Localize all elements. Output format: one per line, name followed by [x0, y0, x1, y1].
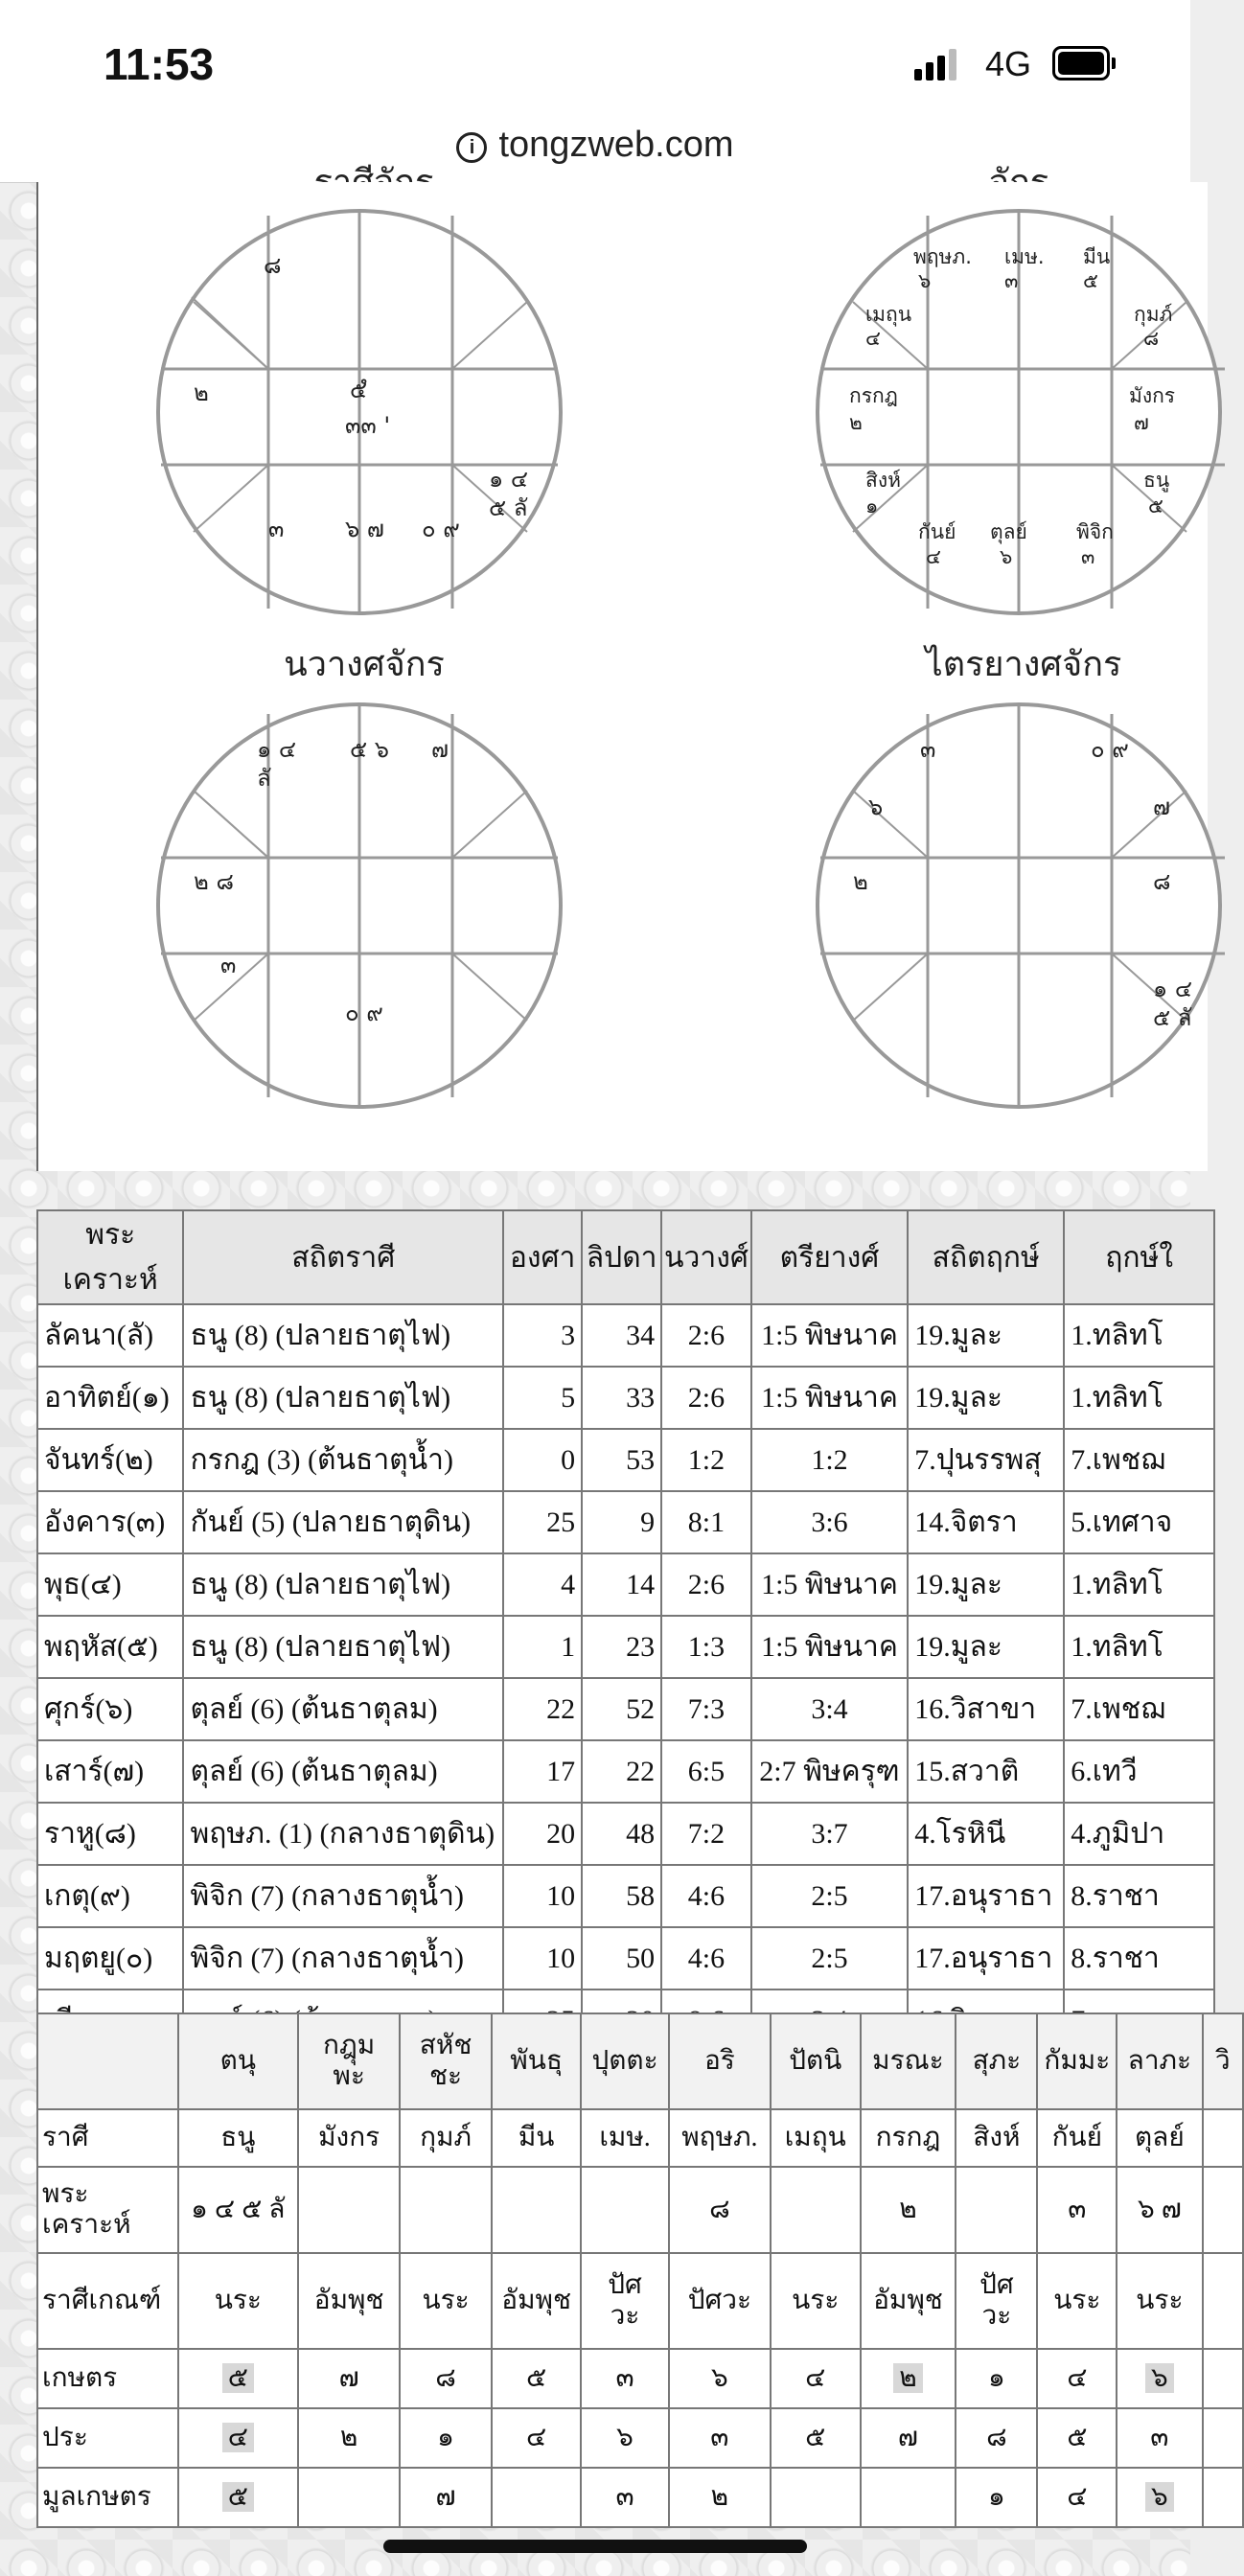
table-cell: พฤษภ. (1) (กลางธาตุดิน) — [183, 1803, 503, 1865]
table-cell — [771, 2167, 861, 2253]
table-cell: ตุลย์ — [1117, 2109, 1202, 2167]
table-cell: 2:6 — [661, 1304, 751, 1367]
table-cell: 48 — [582, 1803, 661, 1865]
table-cell — [1203, 2349, 1244, 2408]
zodiac-virgo: กันย์ — [918, 520, 956, 543]
col-planet: พระเคราะห์ — [37, 1210, 183, 1304]
house-header-cell: อริ — [669, 2013, 771, 2109]
table-cell — [492, 2167, 582, 2253]
highlighted-value: ๖ — [1145, 2363, 1174, 2393]
highlighted-value: ๕ — [222, 2482, 254, 2512]
zodiac-chart — [813, 182, 1190, 568]
zodiac-sagittarius-num: ๕ — [1148, 494, 1163, 518]
house-table — [36, 2012, 1244, 2528]
zodiac-taurus-num: ๖ — [918, 269, 932, 292]
zodiac-leo: สิงห์ — [865, 469, 901, 492]
table-cell — [861, 2349, 956, 2408]
table-cell: 22 — [582, 1740, 661, 1803]
table-cell: ๑ — [400, 2408, 492, 2468]
zodiac-libra-num: ๖ — [1000, 545, 1013, 568]
table-cell — [298, 2468, 400, 2527]
table-cell: 19.มูละ — [908, 1616, 1064, 1678]
table-cell: กันย์ — [1037, 2109, 1117, 2167]
zodiac-taurus: พฤษภ. — [913, 245, 972, 268]
table-cell: 7:2 — [661, 1803, 751, 1865]
table-row — [37, 1553, 1214, 1616]
table-row — [37, 2109, 1243, 2167]
table-cell: กรกฎ — [861, 2109, 956, 2167]
zodiac-aries-num: ๓ — [1004, 269, 1019, 292]
table-row — [37, 2349, 1243, 2408]
table-cell: 1:2 — [661, 1429, 751, 1491]
table-cell — [1203, 2468, 1244, 2527]
table-cell: 1.ทลิทโ — [1064, 1367, 1214, 1429]
table-cell: 22 — [503, 1678, 582, 1740]
table-cell: พฤหัส(๕) — [37, 1616, 183, 1678]
table-cell: เกตุ(๙) — [37, 1865, 183, 1927]
house-table-header — [37, 2013, 1243, 2109]
table-cell: ธนู — [178, 2109, 298, 2167]
table-cell: 19.มูละ — [908, 1367, 1064, 1429]
table-cell: 53 — [582, 1429, 661, 1491]
table-cell: 4.โรหินี — [908, 1803, 1064, 1865]
house-header-cell: ปุตตะ — [581, 2013, 668, 2109]
table-cell: มฤตยู(๐) — [37, 1927, 183, 1990]
table-cell: 17.อนุราธา — [908, 1927, 1064, 1990]
table-cell: ๔ — [492, 2408, 582, 2468]
table-cell: 20 — [503, 1803, 582, 1865]
table-cell: 1 — [503, 1616, 582, 1678]
table-cell — [492, 2468, 582, 2527]
zodiac-cancer: กรกฎ — [849, 384, 898, 407]
table-cell: มีน — [492, 2109, 582, 2167]
table-cell: นระ — [771, 2253, 861, 2349]
house-row-label: ราศี — [37, 2109, 178, 2167]
table-cell: 0 — [503, 1429, 582, 1491]
table-cell: 1.ทลิทโ — [1064, 1553, 1214, 1616]
table-cell: เสาร์(๗) — [37, 1740, 183, 1803]
table-cell: ๔ — [771, 2349, 861, 2408]
navamsa-title: นวางศจักร — [284, 645, 445, 684]
house-row-label: พระ เคราะห์ — [37, 2167, 178, 2253]
col-trayamsa: ตรียางศ์ — [751, 1210, 908, 1304]
table-cell: 1.ทลิทโ — [1064, 1616, 1214, 1678]
table-cell: สิงห์ — [956, 2109, 1037, 2167]
table-cell — [1117, 2349, 1202, 2408]
zodiac-virgo-num: ๔ — [926, 545, 941, 568]
table-cell: ๖ ๗ — [1117, 2167, 1202, 2253]
table-cell: ปัศ วะ — [581, 2253, 668, 2349]
table-cell: 4 — [503, 1553, 582, 1616]
col-minute: ลิปดา — [582, 1210, 661, 1304]
table-cell: มังกร — [298, 2109, 400, 2167]
trayamsa-house-h: ๕ ลั — [1153, 1004, 1192, 1031]
table-cell — [1203, 2408, 1244, 2468]
table-cell: 8:1 — [661, 1491, 751, 1553]
table-cell: 14 — [582, 1553, 661, 1616]
table-cell — [178, 2349, 298, 2408]
table-cell — [581, 2167, 668, 2253]
highlighted-value: ๒ — [893, 2363, 922, 2393]
zodiac-aquarius: กุมภ์ — [1134, 303, 1173, 326]
table-cell: 2:7 พิษครุฑ — [751, 1740, 908, 1803]
table-cell: ๕ — [492, 2349, 582, 2408]
table-cell: 5 — [503, 1367, 582, 1429]
table-cell: ๘ — [669, 2167, 771, 2253]
zodiac-pisces: มีน — [1083, 245, 1111, 268]
navamsa-house-a2: ลั — [257, 765, 271, 792]
table-cell: เมษ. — [581, 2109, 668, 2167]
table-cell — [1203, 2253, 1244, 2349]
table-cell: ๓ — [669, 2408, 771, 2468]
col-degree: องศา — [503, 1210, 582, 1304]
table-cell: อัมพุช — [492, 2253, 582, 2349]
table-row — [37, 1927, 1214, 1990]
table-cell: นระ — [1037, 2253, 1117, 2349]
navamsa-house-d: ๒ ๘ — [194, 868, 234, 895]
rasi-house-6b: ๕ ลั — [489, 494, 528, 521]
table-cell: พุธ(๔) — [37, 1553, 183, 1616]
table-cell — [1203, 2167, 1244, 2253]
highlighted-value: ๖ — [1145, 2482, 1174, 2512]
table-row — [37, 1865, 1214, 1927]
rasi-chart-main — [153, 182, 575, 565]
table-cell: ๒ — [298, 2408, 400, 2468]
table-row — [37, 2253, 1243, 2349]
table-cell: 6:5 — [661, 1740, 751, 1803]
table-cell: ตุลย์ (6) (ต้นธาตุลม) — [183, 1740, 503, 1803]
table-cell: กุมภ์ — [400, 2109, 492, 2167]
table-cell: 15.สวาติ — [908, 1740, 1064, 1803]
table-cell: อัมพุช — [861, 2253, 956, 2349]
table-cell: 7:3 — [661, 1678, 751, 1740]
house-row-label: ประ — [37, 2408, 178, 2468]
house-header-cell: สุภะ — [956, 2013, 1037, 2109]
table-cell: 3 — [503, 1304, 582, 1367]
table-cell: 1:5 พิษนาค — [751, 1367, 908, 1429]
table-cell: 34 — [582, 1304, 661, 1367]
table-cell: ๕ — [1037, 2408, 1117, 2468]
table-cell: 9 — [582, 1491, 661, 1553]
house-header-cell: กฎุม พะ — [298, 2013, 400, 2109]
house-header-cell: ตนุ — [178, 2013, 298, 2109]
zodiac-aquarius-num: ๘ — [1143, 327, 1160, 350]
table-cell — [178, 2408, 298, 2468]
table-cell: ราหู(๘) — [37, 1803, 183, 1865]
table-cell: 23 — [582, 1616, 661, 1678]
table-cell: 10 — [503, 1865, 582, 1927]
table-row — [37, 1304, 1214, 1367]
trayamsa-house-e: ๒ — [853, 868, 868, 895]
house-header-cell: สหัช ชะ — [400, 2013, 492, 2109]
table-cell: นระ — [1117, 2253, 1202, 2349]
table-cell: 17.อนุราธา — [908, 1865, 1064, 1927]
table-cell: ตุลย์ (6) (ต้นธาตุลม) — [183, 1678, 503, 1740]
table-row — [37, 1740, 1214, 1803]
zodiac-capricorn: มังกร — [1129, 384, 1176, 407]
table-cell: 3:6 — [751, 1491, 908, 1553]
col-rasi: สถิตราศี — [183, 1210, 503, 1304]
table-cell: 1:3 — [661, 1616, 751, 1678]
table-cell: กรกฎ (3) (ต้นธาตุน้ำ) — [183, 1429, 503, 1491]
table-cell: 1:5 พิษนาค — [751, 1304, 908, 1367]
col-navamsa: นวางศ์ — [661, 1210, 751, 1304]
trayamsa-house-f: ๘ — [1153, 868, 1171, 895]
table-cell: 2:5 — [751, 1865, 908, 1927]
trayamsa-house-g: ๑ ๔ — [1153, 976, 1193, 1002]
info-icon[interactable]: i — [456, 132, 487, 163]
table-cell: ๒ — [861, 2167, 956, 2253]
trayamsa-house-b: ๐ ๙ — [1091, 736, 1129, 763]
table-cell: ธนู (8) (ปลายธาตุไฟ) — [183, 1553, 503, 1616]
table-cell: กันย์ (5) (ปลายธาตุดิน) — [183, 1491, 503, 1553]
house-header-cell — [37, 2013, 178, 2109]
rasi-house-1: ๘ — [264, 252, 282, 279]
network-type: 4G — [985, 44, 1032, 83]
table-cell: พิจิก (7) (กลางธาตุน้ำ) — [183, 1865, 503, 1927]
navamsa-house-f: ๐ ๙ — [345, 1000, 383, 1026]
table-row — [37, 1803, 1214, 1865]
table-row — [37, 1678, 1214, 1740]
table-cell — [1117, 2468, 1202, 2527]
table-cell: ศุกร์(๖) — [37, 1678, 183, 1740]
table-cell: ๘ — [956, 2408, 1037, 2468]
navamsa-house-b: ๕ ๖ — [350, 736, 390, 763]
rasi-center-2: ๓๓ ' — [345, 412, 391, 439]
table-cell: ๑ ๔ ๕ ลั — [178, 2167, 298, 2253]
status-time: 11:53 — [104, 39, 215, 89]
table-cell: ธนู (8) (ปลายธาตุไฟ) — [183, 1616, 503, 1678]
table-cell: 4:6 — [661, 1865, 751, 1927]
zodiac-aries: เมษ. — [1004, 245, 1045, 268]
table-cell: อัมพุช — [298, 2253, 400, 2349]
table-cell: ปัศ วะ — [956, 2253, 1037, 2349]
table-cell: ๖ — [669, 2349, 771, 2408]
trayamsa-chart — [813, 632, 1193, 1121]
table-cell: 1:2 — [751, 1429, 908, 1491]
navamsa-house-e: ๓ — [220, 952, 237, 978]
table-row — [37, 1491, 1214, 1553]
rasi-center-1: ๕ํ — [350, 377, 368, 403]
table-cell: นระ — [178, 2253, 298, 2349]
house-header-cell: พันธุ — [492, 2013, 582, 2109]
planet-table-header — [37, 1210, 1214, 1304]
table-cell: ๓ — [1117, 2408, 1202, 2468]
table-cell: นระ — [400, 2253, 492, 2349]
battery-icon — [1052, 46, 1110, 80]
table-cell: 33 — [582, 1367, 661, 1429]
table-cell — [771, 2468, 861, 2527]
table-row — [37, 2468, 1243, 2527]
table-cell: ๓ — [581, 2468, 668, 2527]
table-row — [37, 1367, 1214, 1429]
house-header-cell: วิ — [1203, 2013, 1244, 2109]
table-cell: ๖ — [581, 2408, 668, 2468]
table-cell — [1203, 2109, 1244, 2167]
table-cell: อังคาร(๓) — [37, 1491, 183, 1553]
table-cell: พฤษภ. — [669, 2109, 771, 2167]
table-cell: ๗ — [400, 2468, 492, 2527]
highlighted-value: ๕ — [222, 2363, 254, 2393]
table-cell: 52 — [582, 1678, 661, 1740]
table-cell: 2:6 — [661, 1367, 751, 1429]
table-cell: ๗ — [861, 2408, 956, 2468]
table-cell: ปัศวะ — [669, 2253, 771, 2349]
table-row — [37, 1429, 1214, 1491]
zodiac-sagittarius: ธนู — [1143, 469, 1170, 492]
table-cell: 10 — [503, 1927, 582, 1990]
table-cell: 14.จิตรา — [908, 1491, 1064, 1553]
table-cell: 8.ราชา — [1064, 1865, 1214, 1927]
table-cell: 16.วิสาขา — [908, 1678, 1064, 1740]
zodiac-pisces-value: ๕ — [1083, 269, 1098, 292]
zodiac-gemini-num: ๔ — [865, 327, 881, 350]
table-cell: 6.เทวี — [1064, 1740, 1214, 1803]
rasi-house-6a: ๑ ๔ — [489, 466, 529, 493]
navamsa-house-c: ๗ — [431, 736, 449, 763]
table-cell: 4:6 — [661, 1927, 751, 1990]
status-bar — [0, 0, 1190, 129]
zodiac-cancer-num: ๒ — [849, 411, 863, 434]
table-cell: 3:7 — [751, 1803, 908, 1865]
house-row-label: เกษตร — [37, 2349, 178, 2408]
table-cell — [178, 2468, 298, 2527]
table-cell: อาทิตย์(๑) — [37, 1367, 183, 1429]
zodiac-scorpio-num: ๓ — [1081, 545, 1095, 568]
trayamsa-house-a: ๓ — [920, 736, 936, 763]
trayamsa-house-c: ๖ — [868, 794, 884, 820]
col-nakshatra-group: ฤกษ์ใ — [1064, 1210, 1214, 1304]
zodiac-leo-num: ๑ — [865, 494, 879, 518]
table-cell: ๑ — [956, 2349, 1037, 2408]
rasi-house-4: ๖ ๗ — [345, 516, 384, 542]
table-cell: 17 — [503, 1740, 582, 1803]
zodiac-gemini: เมถุน — [865, 303, 912, 326]
table-cell: 2:5 — [751, 1927, 908, 1990]
url-text[interactable]: tongzweb.com — [498, 125, 734, 165]
table-cell: 3:4 — [751, 1678, 908, 1740]
table-row — [37, 2167, 1243, 2253]
trayamsa-title: ไตรยางศจักร — [925, 645, 1122, 684]
table-cell: ๔ — [1037, 2349, 1117, 2408]
table-cell: 5.เทศาจ — [1064, 1491, 1214, 1553]
house-header-cell: ลาภะ — [1117, 2013, 1202, 2109]
navamsa-chart — [153, 632, 575, 1121]
table-row — [37, 1616, 1214, 1678]
table-cell: 4.ภูมิปา — [1064, 1803, 1214, 1865]
table-cell: 19.มูละ — [908, 1553, 1064, 1616]
table-cell: 1.ทลิทโ — [1064, 1304, 1214, 1367]
table-cell: 1:5 พิษนาค — [751, 1616, 908, 1678]
house-row-label: มูลเกษตร — [37, 2468, 178, 2527]
table-cell: ๘ — [400, 2349, 492, 2408]
table-cell: 7.ปุนรรพสุ — [908, 1429, 1064, 1491]
table-cell: ๗ — [298, 2349, 400, 2408]
table-cell: จันทร์(๒) — [37, 1429, 183, 1491]
table-cell: ๓ — [1037, 2167, 1117, 2253]
house-header-cell: กัมมะ — [1037, 2013, 1117, 2109]
table-cell — [956, 2167, 1037, 2253]
table-cell: 7.เพชฌ — [1064, 1678, 1214, 1740]
table-cell — [400, 2167, 492, 2253]
cellular-signal-icon — [914, 48, 958, 80]
table-cell: ๕ — [771, 2408, 861, 2468]
highlighted-value: ๔ — [222, 2423, 254, 2452]
table-cell — [861, 2468, 956, 2527]
navamsa-house-a: ๑ ๔ — [257, 736, 297, 763]
col-nakshatra: สถิตฤกษ์ — [908, 1210, 1064, 1304]
table-cell: 58 — [582, 1865, 661, 1927]
table-cell: ธนู (8) (ปลายธาตุไฟ) — [183, 1304, 503, 1367]
table-cell: ๒ — [669, 2468, 771, 2527]
house-row-label: ราศีเกณฑ์ — [37, 2253, 178, 2349]
trayamsa-house-d: ๗ — [1153, 794, 1171, 820]
house-header-cell: ปัตนิ — [771, 2013, 861, 2109]
zodiac-scorpio: พิจิก — [1076, 520, 1114, 543]
zodiac-capricorn-num: ๗ — [1134, 411, 1149, 434]
table-cell: 1:5 พิษนาค — [751, 1553, 908, 1616]
table-cell: ลัคนา(ลั) — [37, 1304, 183, 1367]
table-cell: ๑ — [956, 2468, 1037, 2527]
table-cell: ๓ — [581, 2349, 668, 2408]
rasi-house-2: ๒ — [194, 380, 209, 406]
rasi-house-3: ๓ — [268, 516, 285, 542]
table-cell: เมถุน — [771, 2109, 861, 2167]
table-cell: ธนู (8) (ปลายธาตุไฟ) — [183, 1367, 503, 1429]
table-cell: ๔ — [1037, 2468, 1117, 2527]
table-cell: 50 — [582, 1927, 661, 1990]
table-cell: 25 — [503, 1491, 582, 1553]
table-cell: 8.ราชา — [1064, 1927, 1214, 1990]
table-cell: 7.เพชฌ — [1064, 1429, 1214, 1491]
table-cell: พิจิก (7) (กลางธาตุน้ำ) — [183, 1927, 503, 1990]
table-cell: 19.มูละ — [908, 1304, 1064, 1367]
home-indicator[interactable] — [383, 2540, 807, 2553]
table-cell — [298, 2167, 400, 2253]
table-row — [37, 2408, 1243, 2468]
table-cell: 2:6 — [661, 1553, 751, 1616]
rasi-house-5: ๐ ๙ — [422, 516, 460, 542]
house-header-cell: มรณะ — [861, 2013, 956, 2109]
planet-table — [36, 1209, 1215, 2053]
zodiac-libra: ตุลย์ — [990, 520, 1027, 543]
